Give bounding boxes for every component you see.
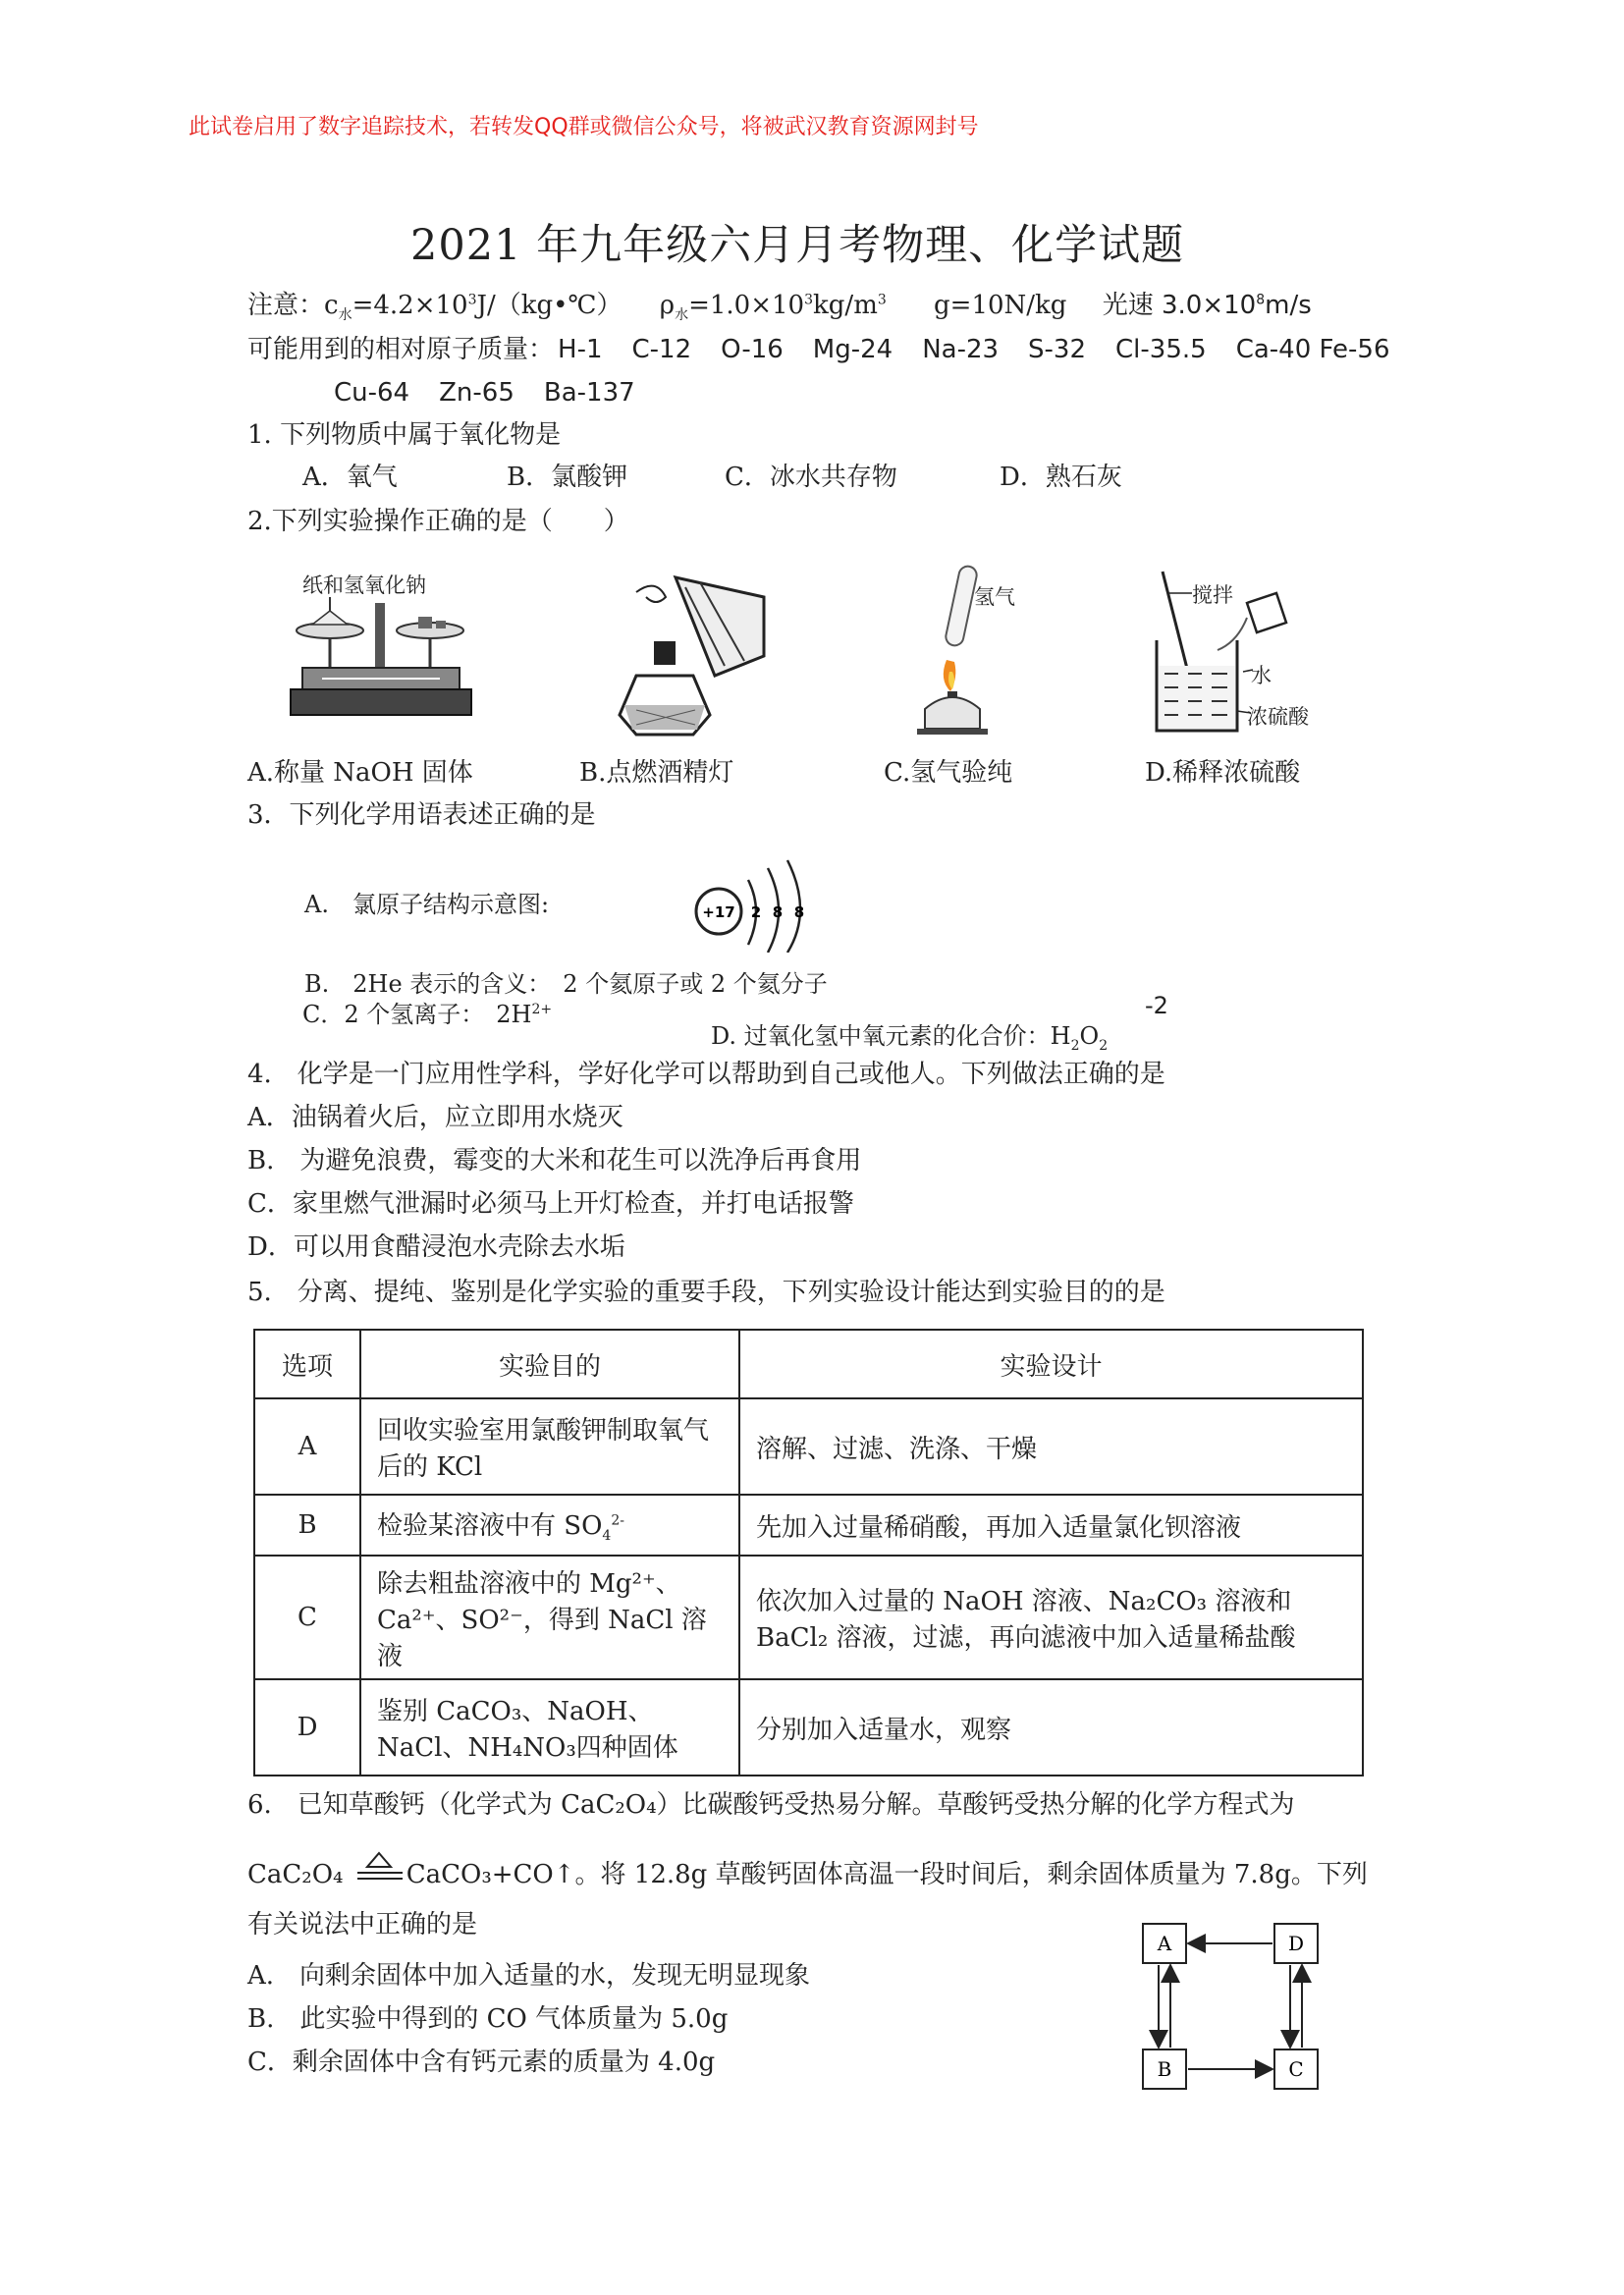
q2-caption-a: A.称量 NaOH 固体 xyxy=(247,758,473,788)
q1-option-a: A．氧气 xyxy=(302,463,398,492)
q5-table xyxy=(253,1329,1364,1776)
q4-option-c: C．家里燃气泄漏时必须马上开灯检查，并打电话报警 xyxy=(247,1189,854,1219)
q1-option-b: B．氯酸钾 xyxy=(507,463,628,492)
hydrogen-test-figure xyxy=(895,562,1013,738)
page-title: 2021 年九年级六月月考物理、化学试题 xyxy=(410,221,1185,270)
q2-caption-b: B.点燃酒精灯 xyxy=(579,758,734,788)
relation-diagram xyxy=(1139,1920,1326,2101)
row-a-option: A xyxy=(254,1398,360,1495)
q3-option-b: B. 2He 表示的含义： 2 个氦原子或 2 个氦分子 xyxy=(304,970,828,998)
q1-stem: 1. 下列物质中属于氧化物是 xyxy=(247,420,562,450)
shell-1-electrons: 2 xyxy=(750,903,762,921)
q6-equation-line: CaC₂O₄ CaCO₃+CO↑。将 12.8g 草酸钙固体高温一段时间后，剩余固体质量为 7.8g。下列 xyxy=(247,1859,1368,1891)
acid-label: 浓硫酸 xyxy=(1247,705,1309,729)
tracking-warning: 此试卷启用了数字追踪技术，若转发QQ群或微信公众号，将被武汉教育资源网封号 xyxy=(189,115,979,139)
node-b: B xyxy=(1157,2057,1172,2081)
dilution-figure xyxy=(1149,564,1316,740)
heat-symbol xyxy=(352,1861,406,1890)
q6-stem: 6. 已知草酸钙（化学式为 CaC₂O₄）比碳酸钙受热易分解。草酸钙受热分解的化学方程式为 xyxy=(247,1790,1295,1820)
table-row xyxy=(254,1679,1363,1776)
row-b-option: B xyxy=(254,1495,360,1556)
q3-option-a: A. 氯原子结构示意图: xyxy=(304,891,550,918)
q4-option-d: D．可以用食醋浸泡水壳除去水垢 xyxy=(247,1232,625,1262)
q2-stem: 2.下列实验操作正确的是（ ） xyxy=(247,507,629,536)
header-goal: 实验目的 xyxy=(360,1330,739,1398)
row-c-goal: 除去粗盐溶液中的 Mg²⁺、Ca²⁺、SO²⁻，得到 NaCl 溶液 xyxy=(360,1556,739,1679)
row-d-design: 分别加入适量水，观察 xyxy=(739,1679,1363,1776)
row-b-goal: 检验某溶液中有 $SO_4^{2-}$ xyxy=(360,1495,739,1556)
stir-label: 搅拌 xyxy=(1192,583,1233,607)
row-a-design: 溶解、过滤、洗涤、干燥 xyxy=(739,1398,1363,1495)
notice-line: 注意：$c_水=4.2\times 10^3J/(kg•℃)$ $\rho_水=1.0\times 10^3kg/m^3$ g=10N/kg 光速 $3.0\times 10^8m/s$ xyxy=(247,291,1312,324)
atomic-masses-line1: 可能用到的相对原子质量： H-1 C-12 O-16 Mg-24 Na-23 S-32 Cl-35.5 Ca-40 Fe-56 xyxy=(247,335,1390,364)
row-a-goal: 回收实验室用氯酸钾制取氧气后的 KCl xyxy=(360,1398,739,1495)
q5-stem: 5. 分离、提纯、鉴别是化学实验的重要手段，下列实验设计能达到实验目的的是 xyxy=(247,1278,1165,1307)
q1-option-c: C．冰水共存物 xyxy=(725,463,897,492)
hydrogen-label: 氢气 xyxy=(974,585,1015,609)
q6-stem-end: 有关说法中正确的是 xyxy=(247,1910,478,1940)
equation-products: CaCO₃+CO↑ xyxy=(406,1860,575,1889)
alcohol-lamp-figure xyxy=(617,568,774,739)
q4-option-b: B. 为避免浪费，霉变的大米和花生可以洗净后再食用 xyxy=(247,1146,862,1175)
atomic-masses-line2: Cu-64 Zn-65 Ba-137 xyxy=(334,378,635,408)
q2-caption-c: C.氢气验纯 xyxy=(884,758,1013,788)
node-c: C xyxy=(1288,2057,1304,2081)
header-option: 选项 xyxy=(254,1330,360,1398)
table-row xyxy=(254,1495,1363,1556)
gravity-constant: g=10N/kg xyxy=(934,291,1067,320)
oxygen-valence: -2 xyxy=(1145,992,1168,1019)
chlorine-atom-diagram xyxy=(687,854,825,956)
row-d-option: D xyxy=(254,1679,360,1776)
node-d: D xyxy=(1287,1932,1305,1955)
node-a: A xyxy=(1157,1932,1172,1955)
row-c-design: 依次加入过量的 NaOH 溶液、Na₂CO₃ 溶液和 BaCl₂ 溶液，过滤，再向滤液中加入适量稀盐酸 xyxy=(739,1556,1363,1679)
notice-label: 注意： xyxy=(247,291,325,320)
balance-label: 纸和氢氧化钠 xyxy=(302,574,426,597)
q3-option-c: C．2 个氢离子： $2H^{2+}$ xyxy=(302,1001,553,1028)
equation-reactant: CaC₂O₄ xyxy=(247,1860,344,1889)
row-b-design: 先加入过量稀硝酸，再加入适量氯化钡溶液 xyxy=(739,1495,1363,1556)
q6-option-b: B. 此实验中得到的 CO 气体质量为 5.0g xyxy=(247,2004,729,2034)
row-d-goal: 鉴别 CaCO₃、NaOH、NaCl、NH₄NO₃四种固体 xyxy=(360,1679,739,1776)
table-row xyxy=(254,1556,1363,1679)
q2-caption-d: D.稀释浓硫酸 xyxy=(1145,758,1301,788)
balance-figure xyxy=(283,564,479,731)
q3-option-d: D. 过氧化氢中氧元素的化合价：$H_2O_2$ xyxy=(711,1022,1109,1054)
nucleus-charge: +17 xyxy=(702,903,735,921)
table-row xyxy=(254,1398,1363,1495)
shell-2-electrons: 8 xyxy=(772,903,784,921)
q4-stem: 4. 化学是一门应用性学科，学好化学可以帮助到自己或他人。下列做法正确的是 xyxy=(247,1060,1165,1089)
shell-3-electrons: 8 xyxy=(793,903,805,921)
q6-option-c: C．剩余固体中含有钙元素的质量为 4.0g xyxy=(247,2048,716,2077)
q6-option-a: A. 向剩余固体中加入适量的水，发现无明显现象 xyxy=(247,1961,811,1991)
q1-option-d: D．熟石灰 xyxy=(1000,463,1122,492)
water-label: 水 xyxy=(1251,664,1272,687)
q3-stem: 3．下列化学用语表述正确的是 xyxy=(247,800,596,830)
row-c-option: C xyxy=(254,1556,360,1679)
q4-option-a: A．油锅着火后，应立即用水烧灭 xyxy=(247,1103,623,1132)
table-header-row xyxy=(254,1330,1363,1398)
header-design: 实验设计 xyxy=(739,1330,1363,1398)
